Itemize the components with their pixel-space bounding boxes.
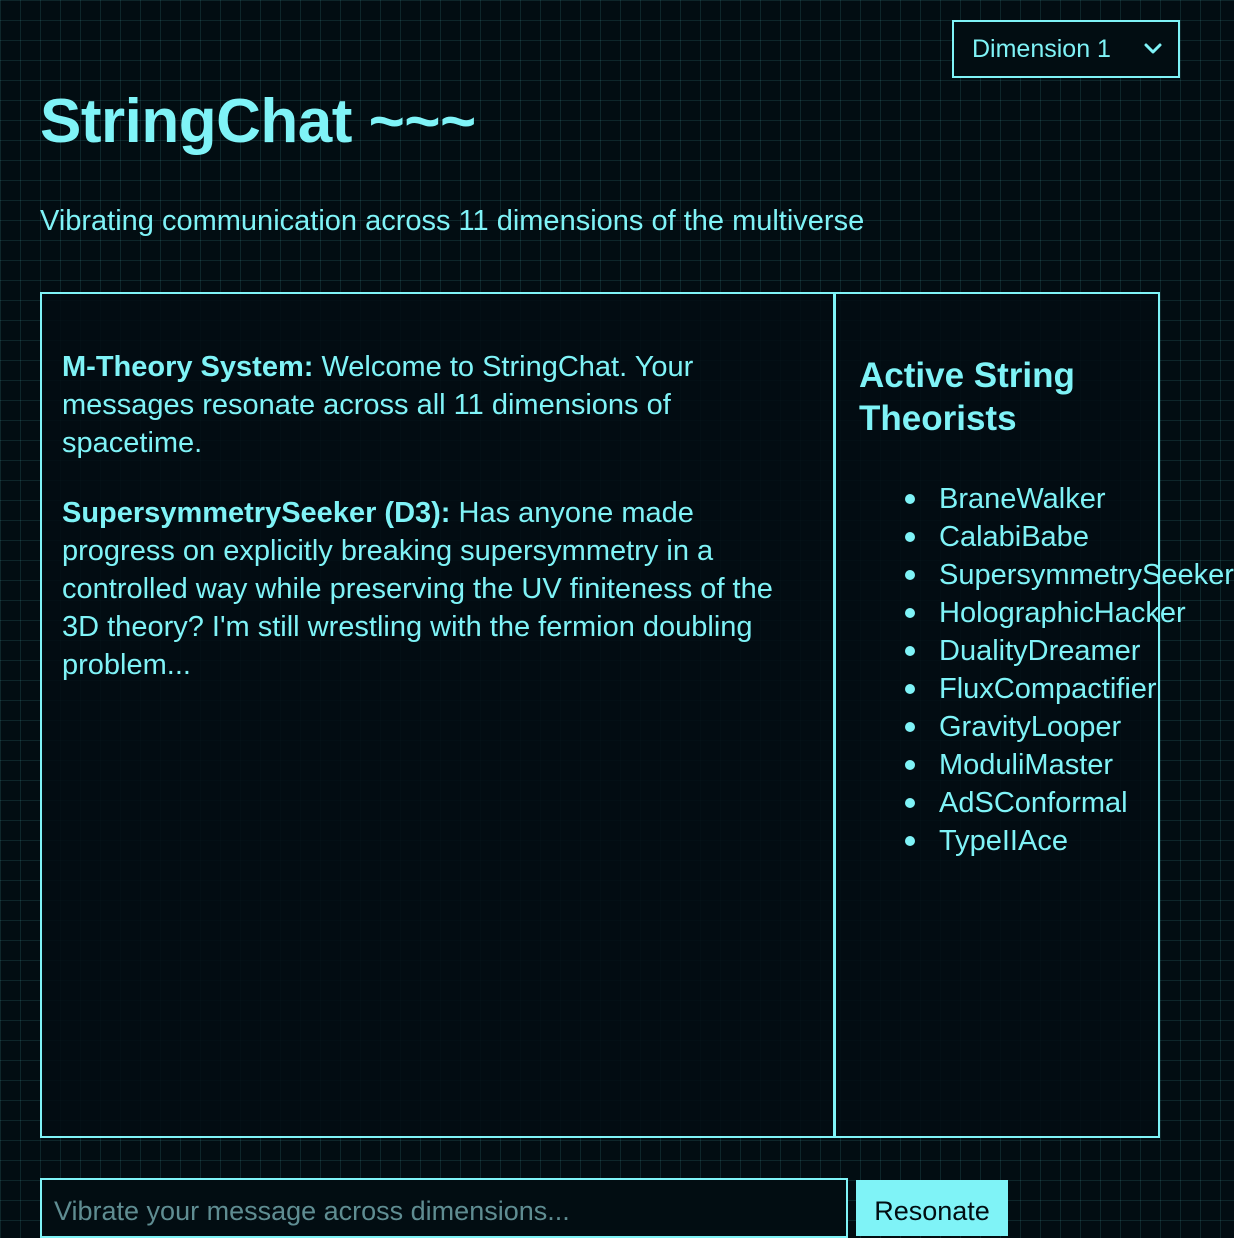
message-input[interactable] bbox=[40, 1178, 848, 1238]
user-list-item: BraneWalker bbox=[859, 480, 1160, 518]
user-list-item: ModuliMaster bbox=[859, 746, 1160, 784]
user-list-item: TypeIIAce bbox=[859, 822, 1160, 860]
chat-message bbox=[62, 494, 813, 684]
chat-log bbox=[42, 294, 836, 1136]
user-list-item: AdSConformal bbox=[859, 784, 1160, 822]
sidebar-title: Active String Theorists bbox=[859, 356, 1075, 438]
page-subtitle: Vibrating communication across 11 dimensions of the multiverse bbox=[40, 205, 865, 237]
active-users-sidebar bbox=[839, 294, 1234, 1136]
user-list-item: GravityLooper bbox=[859, 708, 1160, 746]
chat-panel bbox=[40, 292, 1234, 1138]
user-list-item: CalabiBabe bbox=[859, 518, 1160, 556]
message-text: Has anyone made progress on explicitly breaking supersymmetry in a controlled way while preserving the UV finiteness of the 3D theory? I'm still wrestling with the fermion doubling problem... bbox=[62, 497, 773, 681]
message-author: M-Theory System: bbox=[62, 351, 314, 383]
user-list-item: DualityDreamer bbox=[859, 632, 1160, 670]
send-button[interactable]: Resonate bbox=[856, 1180, 1008, 1236]
chevron-down-icon bbox=[1142, 37, 1164, 59]
message-author: SupersymmetrySeeker (D3): bbox=[62, 497, 451, 529]
dimension-select-value: Dimension 1 bbox=[972, 34, 1111, 63]
user-list-item: FluxCompactifier bbox=[859, 670, 1160, 708]
chat-message bbox=[62, 348, 813, 462]
user-list bbox=[859, 480, 1234, 860]
dimension-select[interactable] bbox=[952, 20, 1180, 78]
message-text: Welcome to StringChat. Your messages resonate across all 11 dimensions of spacetime. bbox=[62, 351, 694, 459]
user-list-item: SupersymmetrySeeker bbox=[859, 556, 1160, 594]
user-list-item: HolographicHacker bbox=[859, 594, 1160, 632]
page-title: StringChat ~~~ bbox=[40, 87, 476, 156]
